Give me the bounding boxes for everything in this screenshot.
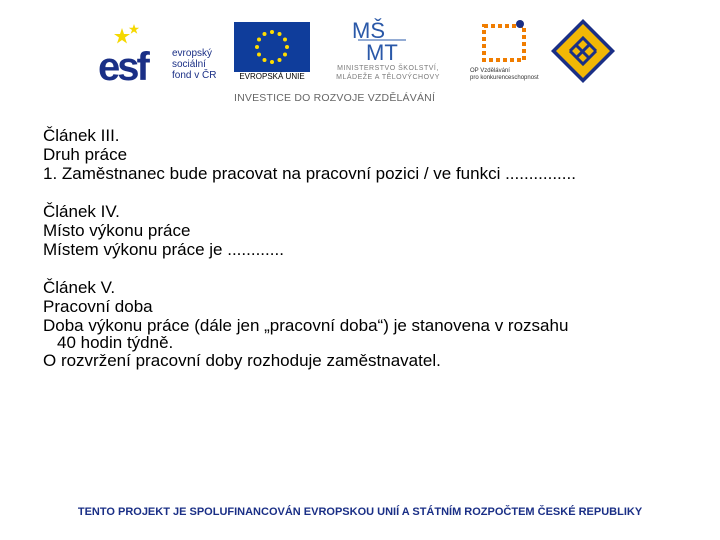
eu-star-icon (270, 30, 274, 34)
esf-caption-line: sociální (172, 59, 206, 70)
esf-mark-icon (98, 22, 170, 84)
article-subheading: Druh práce (43, 145, 128, 164)
eu-star-icon (278, 32, 282, 36)
article-3 (43, 126, 683, 183)
eu-star-icon (263, 32, 267, 36)
esf-caption-line: evropský (172, 48, 213, 59)
article-text: Místem výkonu práce je ............ (43, 240, 284, 259)
op-caption-line: pro konkurenceschopnost (470, 75, 539, 81)
msmt-logo (318, 18, 458, 86)
esf-caption (172, 48, 216, 81)
svg-text:MŠ: MŠ (352, 18, 385, 43)
eu-star-icon (270, 60, 274, 64)
msmt-caption-line: MINISTERSTVO ŠKOLSTVÍ, (337, 65, 439, 72)
eu-logo (234, 22, 310, 84)
eu-star-icon (257, 38, 261, 42)
eu-star-icon (285, 45, 289, 49)
svg-text:esf: esf (98, 45, 147, 84)
msmt-caption-line: MLÁDEŽE A TĚLOVÝCHOVY (336, 74, 440, 81)
article-text-continued: 40 hodin týdně. (57, 333, 174, 352)
op-logo (470, 18, 542, 86)
article-4 (43, 202, 683, 259)
diamond-logo-icon (550, 18, 616, 84)
esf-logo (98, 22, 228, 84)
msmt-caption (318, 64, 458, 82)
logo-bar (0, 0, 720, 110)
article-heading: Článek III. (43, 126, 120, 145)
article-5 (43, 278, 683, 370)
eu-star-icon (278, 58, 282, 62)
op-caption (470, 68, 550, 82)
document-body (43, 126, 683, 389)
msmt-mark-icon (348, 18, 412, 62)
eu-star-icon (255, 45, 259, 49)
tagline: INVESTICE DO ROZVOJE VZDĚLÁVÁNÍ (234, 92, 436, 104)
article-subheading: Pracovní doba (43, 297, 153, 316)
article-text: 1. Zaměstnanec bude pracovat na pracovní pozici / ve funkci ............... (43, 164, 576, 183)
eu-star-icon (257, 53, 261, 57)
op-caption-line: OP Vzdělávání (470, 68, 510, 74)
article-heading: Článek V. (43, 278, 116, 297)
article-heading: Článek IV. (43, 202, 120, 221)
eu-caption: EVROPSKÁ UNIE (239, 72, 305, 81)
esf-caption-line: fond v ČR (172, 70, 217, 81)
svg-text:MT: MT (366, 40, 398, 62)
article-text: Doba výkonu práce (dále jen „pracovní doba“) je stanovena v rozsahu (43, 316, 569, 335)
eu-star-icon (283, 38, 287, 42)
op-mark-icon (476, 18, 532, 68)
eu-star-icon (263, 58, 267, 62)
article-text: O rozvržení pracovní doby rozhoduje zaměstnavatel. (43, 351, 441, 370)
eu-flag-icon (234, 22, 310, 72)
eu-star-icon (283, 53, 287, 57)
article-subheading: Místo výkonu práce (43, 221, 191, 240)
funding-footer: TENTO PROJEKT JE SPOLUFINANCOVÁN EVROPSKOU UNIÍ A STÁTNÍM ROZPOČTEM ČESKÉ REPUBLIKY (77, 506, 643, 518)
